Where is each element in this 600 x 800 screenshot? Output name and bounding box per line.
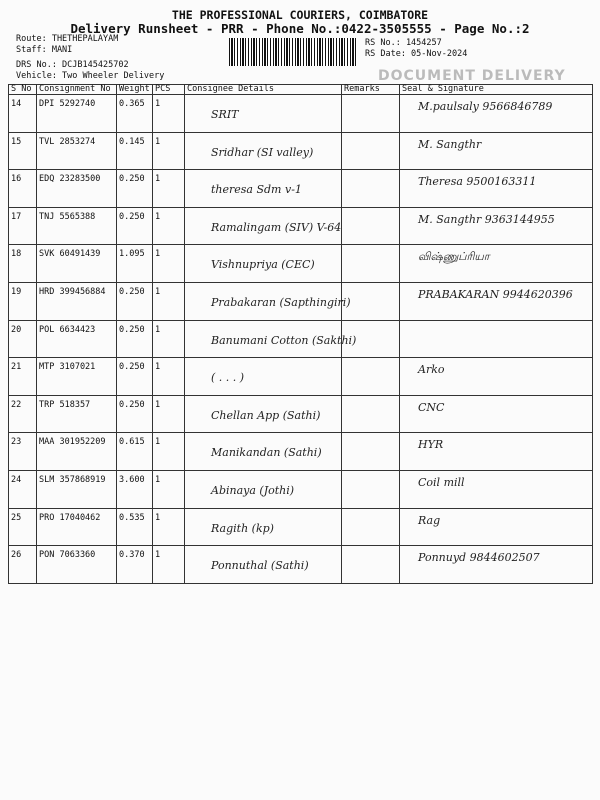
cell-consignee (185, 433, 342, 471)
table-header-row (9, 85, 593, 95)
cell-consignment: SLM 357868919 (37, 470, 117, 508)
cell-pcs: 1 (153, 320, 185, 358)
cell-remarks (342, 395, 400, 433)
cell-consignment: PRO 17040462 (37, 508, 117, 546)
handwritten-signature: PRABAKARAN 9944620396 (418, 287, 573, 301)
table-row (9, 508, 593, 546)
document-delivery-stamp: DOCUMENT DELIVERY (378, 68, 566, 84)
cell-signature (400, 95, 593, 133)
cell-consignment: MAA 301952209 (37, 433, 117, 471)
handwritten-consignee: Ragith (kp) (211, 521, 274, 535)
cell-weight: 0.250 (117, 395, 153, 433)
cell-remarks (342, 433, 400, 471)
cell-consignment: DPI 5292740 (37, 95, 117, 133)
barcode (229, 38, 357, 66)
cell-pcs: 1 (153, 245, 185, 283)
table-row (9, 282, 593, 320)
cell-weight: 3.600 (117, 470, 153, 508)
cell-sno: 19 (9, 282, 37, 320)
cell-signature (400, 282, 593, 320)
table-row (9, 170, 593, 208)
col-header-signature: Seal & Signature (400, 85, 593, 95)
handwritten-signature: M. Sangthr 9363144955 (418, 212, 555, 226)
cell-weight: 0.535 (117, 508, 153, 546)
runsheet-title: Delivery Runsheet - PRR - Phone No.:0422-3505555 - Page No.:2 (70, 21, 530, 36)
cell-remarks (342, 245, 400, 283)
handwritten-signature: Arko (418, 363, 445, 377)
cell-consignment: EDQ 23283500 (37, 170, 117, 208)
cell-remarks (342, 207, 400, 245)
handwritten-signature: HYR (418, 438, 444, 452)
handwritten-consignee: Banumani Cotton (Sakthi) (211, 333, 357, 347)
cell-pcs: 1 (153, 433, 185, 471)
cell-sno: 24 (9, 470, 37, 508)
cell-weight: 0.250 (117, 358, 153, 396)
cell-consignee (185, 470, 342, 508)
cell-signature (400, 245, 593, 283)
handwritten-signature: விஷ்ணுப்ரியா (418, 250, 490, 264)
cell-signature (400, 358, 593, 396)
cell-pcs: 1 (153, 132, 185, 170)
cell-consignment: TVL 2853274 (37, 132, 117, 170)
cell-remarks (342, 508, 400, 546)
cell-consignment: TNJ 5565388 (37, 207, 117, 245)
handwritten-signature: Coil mill (418, 475, 465, 489)
cell-consignee (185, 170, 342, 208)
cell-remarks (342, 470, 400, 508)
cell-consignment: PON 7063360 (37, 546, 117, 584)
cell-pcs: 1 (153, 470, 185, 508)
cell-weight: 0.250 (117, 320, 153, 358)
cell-sno: 20 (9, 320, 37, 358)
cell-signature (400, 170, 593, 208)
handwritten-signature: CNC (418, 400, 445, 414)
cell-weight: 0.250 (117, 282, 153, 320)
handwritten-signature: Theresa 9500163311 (418, 175, 537, 189)
handwritten-signature: Rag (418, 513, 441, 527)
runsheet-table (8, 84, 593, 584)
cell-sno: 25 (9, 508, 37, 546)
cell-consignee (185, 320, 357, 358)
cell-pcs: 1 (153, 395, 185, 433)
cell-consignment: MTP 3107021 (37, 358, 117, 396)
cell-signature (400, 207, 593, 245)
cell-sno: 26 (9, 546, 37, 584)
cell-remarks (342, 170, 400, 208)
rs-number: RS No.: 1454257 (365, 38, 442, 48)
cell-pcs: 1 (153, 170, 185, 208)
cell-remarks (342, 546, 400, 584)
table-row (9, 320, 593, 358)
handwritten-signature: M. Sangthr (418, 137, 482, 151)
route-label: Route: THETHEPALAYAM (16, 34, 119, 44)
staff-label: Staff: MANI (16, 45, 73, 55)
drs-number: DRS No.: DCJB145425702 (16, 60, 129, 70)
table-row (9, 95, 593, 133)
cell-pcs: 1 (153, 282, 185, 320)
table-row (9, 132, 593, 170)
cell-signature (400, 470, 593, 508)
vehicle-label: Vehicle: Two Wheeler Delivery (16, 71, 165, 81)
cell-consignee (185, 546, 342, 584)
cell-weight: 0.250 (117, 207, 153, 245)
cell-sno: 17 (9, 207, 37, 245)
handwritten-signature: M.paulsaly 9566846789 (418, 100, 553, 113)
handwritten-consignee: Ponnuthal (Sathi) (211, 559, 309, 573)
cell-pcs: 1 (153, 508, 185, 546)
cell-sno: 16 (9, 170, 37, 208)
cell-signature (400, 395, 593, 433)
cell-weight: 0.615 (117, 433, 153, 471)
cell-sno: 22 (9, 395, 37, 433)
cell-sno: 14 (9, 95, 37, 133)
handwritten-consignee: SRIT (211, 108, 239, 121)
cell-consignee (185, 207, 342, 245)
table-row (9, 470, 593, 508)
handwritten-consignee: Manikandan (Sathi) (211, 446, 322, 460)
cell-signature (400, 508, 593, 546)
cell-consignment: HRD 399456884 (37, 282, 117, 320)
cell-consignee (185, 282, 351, 320)
handwritten-consignee: Abinaya (Jothi) (211, 483, 295, 497)
rs-date: RS Date: 05-Nov-2024 (365, 49, 468, 59)
handwritten-consignee: Chellan App (Sathi) (211, 408, 321, 422)
cell-consignee (185, 132, 342, 170)
col-header-pcs: PCS (153, 85, 185, 95)
cell-weight: 0.370 (117, 546, 153, 584)
cell-consignee (185, 245, 342, 283)
handwritten-consignee: Vishnupriya (CEC) (211, 258, 315, 272)
table-row (9, 245, 593, 283)
table-row (9, 395, 593, 433)
cell-consignee (185, 358, 342, 396)
cell-consignment: SVK 60491439 (37, 245, 117, 283)
cell-weight: 0.145 (117, 132, 153, 170)
table-row (9, 207, 593, 245)
table-row (9, 546, 593, 584)
cell-weight: 0.250 (117, 170, 153, 208)
cell-pcs: 1 (153, 95, 185, 133)
col-header-consignment: Consignment No (37, 85, 117, 95)
table-row (9, 358, 593, 396)
cell-signature (400, 320, 593, 358)
cell-signature (400, 546, 593, 584)
company-title: THE PROFESSIONAL COURIERS, COIMBATORE (171, 8, 429, 22)
table-row (9, 433, 593, 471)
cell-remarks (342, 132, 400, 170)
cell-pcs: 1 (153, 546, 185, 584)
table-body (9, 95, 593, 584)
cell-consignee (185, 395, 342, 433)
handwritten-consignee: Sridhar (SI valley) (211, 145, 314, 159)
col-header-remarks: Remarks (342, 85, 400, 95)
cell-consignee (185, 508, 342, 546)
cell-weight: 1.095 (117, 245, 153, 283)
cell-remarks (342, 95, 400, 133)
cell-consignment: TRP 518357 (37, 395, 117, 433)
handwritten-signature: Ponnuyd 9844602507 (418, 551, 540, 565)
cell-sno: 23 (9, 433, 37, 471)
cell-signature (400, 433, 593, 471)
col-header-weight: Weight (117, 85, 153, 95)
cell-sno: 15 (9, 132, 37, 170)
cell-weight: 0.365 (117, 95, 153, 133)
cell-consignee (185, 95, 342, 133)
handwritten-consignee: Prabakaran (Sapthingiri) (211, 295, 351, 309)
cell-pcs: 1 (153, 358, 185, 396)
handwritten-consignee: theresa Sdm v-1 (211, 183, 302, 197)
cell-remarks (342, 358, 400, 396)
cell-signature (400, 132, 593, 170)
cell-sno: 21 (9, 358, 37, 396)
col-header-consignee: Consignee Details (185, 85, 342, 95)
handwritten-consignee: Ramalingam (SIV) V-64 (211, 220, 342, 234)
cell-consignment: POL 6634423 (37, 320, 117, 358)
handwritten-consignee: ( . . . ) (211, 371, 245, 385)
col-header-sno: S No (9, 85, 37, 95)
cell-sno: 18 (9, 245, 37, 283)
cell-pcs: 1 (153, 207, 185, 245)
